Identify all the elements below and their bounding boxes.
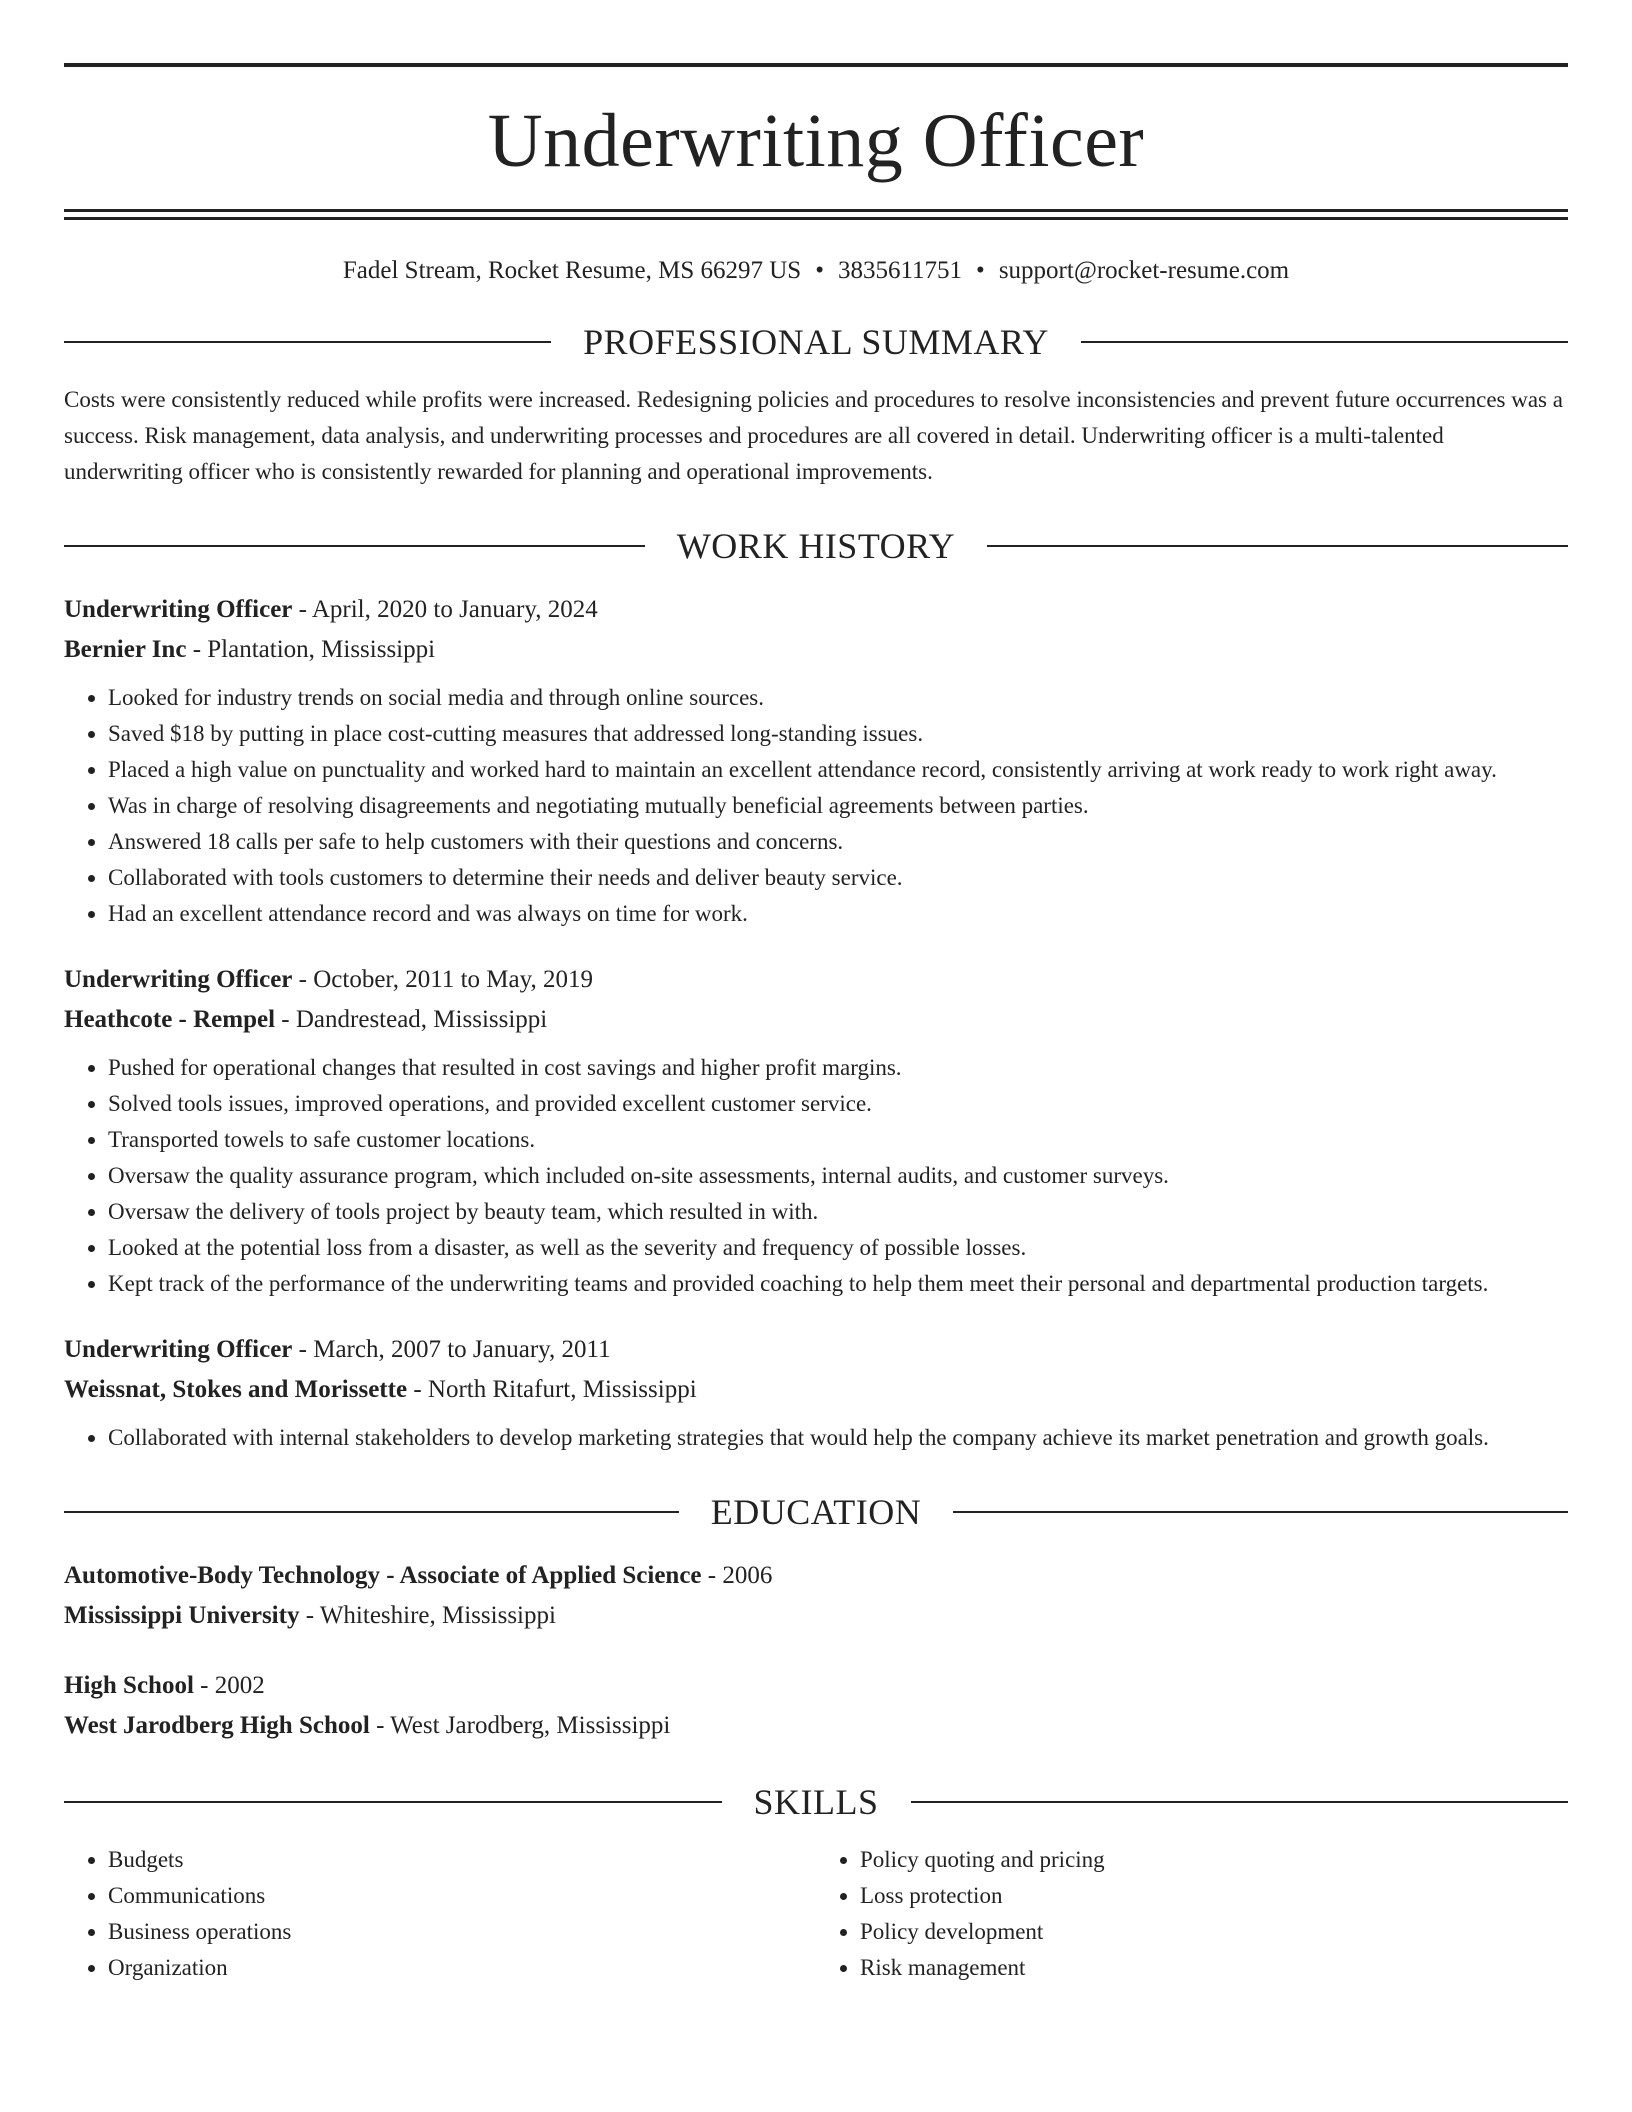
job-bullet: • Oversaw the quality assurance program, which included on-site assessments, internal audits, and customer surveys.: [108, 1158, 1568, 1194]
job-entry: [64, 1330, 1568, 1456]
skill-item: • Communications: [108, 1878, 816, 1914]
skills-list-left: [64, 1842, 816, 1986]
education-entry: [64, 1556, 1568, 1636]
job-dates: - October, 2011 to May, 2019: [292, 966, 593, 993]
education-list: [64, 1556, 1568, 1746]
job-company-line: [64, 1000, 1568, 1040]
skills-columns: [64, 1842, 1568, 1986]
work-history-list: [64, 590, 1568, 1456]
contact-separator: •: [976, 257, 985, 284]
education-school: Mississippi University: [64, 1602, 300, 1629]
skill-item: • Loss protection: [860, 1878, 1568, 1914]
section-rule: [911, 1801, 1569, 1803]
job-bullet: • Was in charge of resolving disagreements and negotiating mutually beneficial agreements between parties.: [108, 788, 1568, 824]
job-location: - Plantation, Mississippi: [186, 636, 436, 663]
job-bullet: • Looked at the potential loss from a disaster, as well as the severity and frequency of possible losses.: [108, 1230, 1568, 1266]
job-title: Underwriting Officer: [64, 966, 293, 993]
job-bullets: [64, 1420, 1568, 1456]
education-school-line: [64, 1706, 1568, 1746]
job-bullet: • Pushed for operational changes that resulted in cost savings and higher profit margins.: [108, 1050, 1568, 1086]
job-bullet: • Saved $18 by putting in place cost-cutting measures that addressed long-standing issues.: [108, 716, 1568, 752]
job-bullet: • Kept track of the performance of the underwriting teams and provided coaching to help them meet their personal and departmental production targets.: [108, 1266, 1568, 1302]
job-bullets: [64, 680, 1568, 932]
job-title-line: [64, 590, 1568, 630]
title-double-rule: [64, 209, 1568, 220]
section-heading-summary: [64, 324, 1568, 360]
contact-address: Fadel Stream, Rocket Resume, MS 66297 US: [342, 257, 802, 284]
job-location: - Dandrestead, Mississippi: [275, 1006, 548, 1033]
section-rule: [953, 1511, 1568, 1513]
skill-item: • Risk management: [860, 1950, 1568, 1986]
section-rule: [1081, 341, 1568, 343]
contact-separator: •: [815, 257, 824, 284]
job-company: Weissnat, Stokes and Morissette: [64, 1376, 408, 1403]
section-rule: [64, 1801, 722, 1803]
job-title: Underwriting Officer: [64, 1336, 293, 1363]
section-title: EDUCATION: [710, 1492, 922, 1532]
education-degree: Automotive-Body Technology - Associate of Applied Science: [64, 1562, 702, 1589]
job-company-line: [64, 1370, 1568, 1410]
section-rule: [64, 545, 645, 547]
skills-list-right: [816, 1842, 1568, 1986]
job-entry: [64, 960, 1568, 1302]
job-bullet: • Placed a high value on punctuality and worked hard to maintain an excellent attendance record, consistently arriving at work ready to work right away.: [108, 752, 1568, 788]
section-rule: [987, 545, 1568, 547]
job-company: Heathcote - Rempel: [64, 1006, 276, 1033]
contact-email[interactable]: support@rocket-resume.com: [998, 257, 1290, 284]
resume-page: [64, 0, 1568, 1986]
job-bullet: • Solved tools issues, improved operations, and provided excellent customer service.: [108, 1086, 1568, 1122]
job-title: Underwriting Officer: [64, 596, 293, 623]
top-rule: [64, 63, 1568, 67]
section-title: SKILLS: [753, 1782, 879, 1822]
education-school-line: [64, 1596, 1568, 1636]
section-rule: [64, 341, 551, 343]
section-title: WORK HISTORY: [676, 526, 956, 566]
education-year: - 2006: [701, 1562, 773, 1589]
section-heading-skills: [64, 1784, 1568, 1820]
education-year: - 2002: [193, 1672, 265, 1699]
job-bullet: • Collaborated with tools customers to determine their needs and deliver beauty service.: [108, 860, 1568, 896]
skill-item: • Policy development: [860, 1914, 1568, 1950]
contact-phone[interactable]: 3835611751: [837, 257, 963, 284]
section-rule: [64, 1511, 679, 1513]
job-title-line: [64, 1330, 1568, 1370]
job-bullet: • Collaborated with internal stakeholders to develop marketing strategies that would help the company achieve its market penetration and growth goals.: [108, 1420, 1568, 1456]
job-dates: - April, 2020 to January, 2024: [292, 596, 598, 623]
job-bullet: • Looked for industry trends on social media and through online sources.: [108, 680, 1568, 716]
section-heading-education: [64, 1494, 1568, 1530]
section-title: PROFESSIONAL SUMMARY: [583, 322, 1049, 362]
job-bullet: • Oversaw the delivery of tools project by beauty team, which resulted in with.: [108, 1194, 1568, 1230]
education-location: - Whiteshire, Mississippi: [299, 1602, 556, 1629]
job-dates: - March, 2007 to January, 2011: [292, 1336, 611, 1363]
section-heading-work: [64, 528, 1568, 564]
education-school: West Jarodberg High School: [64, 1712, 370, 1739]
skill-item: • Budgets: [108, 1842, 816, 1878]
job-company-line: [64, 630, 1568, 670]
skill-item: • Organization: [108, 1950, 816, 1986]
education-degree-line: [64, 1666, 1568, 1706]
job-title-line: [64, 960, 1568, 1000]
job-bullet: • Had an excellent attendance record and was always on time for work.: [108, 896, 1568, 932]
job-bullet: • Transported towels to safe customer locations.: [108, 1122, 1568, 1158]
education-degree-line: [64, 1556, 1568, 1596]
job-company: Bernier Inc: [64, 636, 187, 663]
job-bullet: • Answered 18 calls per safe to help customers with their questions and concerns.: [108, 824, 1568, 860]
contact-line: [64, 256, 1568, 286]
job-bullets: [64, 1050, 1568, 1302]
job-entry: [64, 590, 1568, 932]
summary-paragraph: Costs were consistently reduced while profits were increased. Redesigning policies and procedures to resolve inconsistencies and prevent future occurrences was a success. Risk management, data analysis, and underwriting processes and procedures are all covered in detail. Underwriting officer is a multi-talented underwriting officer who is consistently rewarded for planning and operational improvements.: [64, 387, 1563, 484]
education-degree: High School: [64, 1672, 194, 1699]
job-location: - North Ritafurt, Mississippi: [407, 1376, 697, 1403]
skill-item: • Policy quoting and pricing: [860, 1842, 1568, 1878]
skill-item: • Business operations: [108, 1914, 816, 1950]
resume-title: Underwriting Officer: [487, 99, 1145, 183]
education-location: - West Jarodberg, Mississippi: [369, 1712, 671, 1739]
education-entry: [64, 1666, 1568, 1746]
